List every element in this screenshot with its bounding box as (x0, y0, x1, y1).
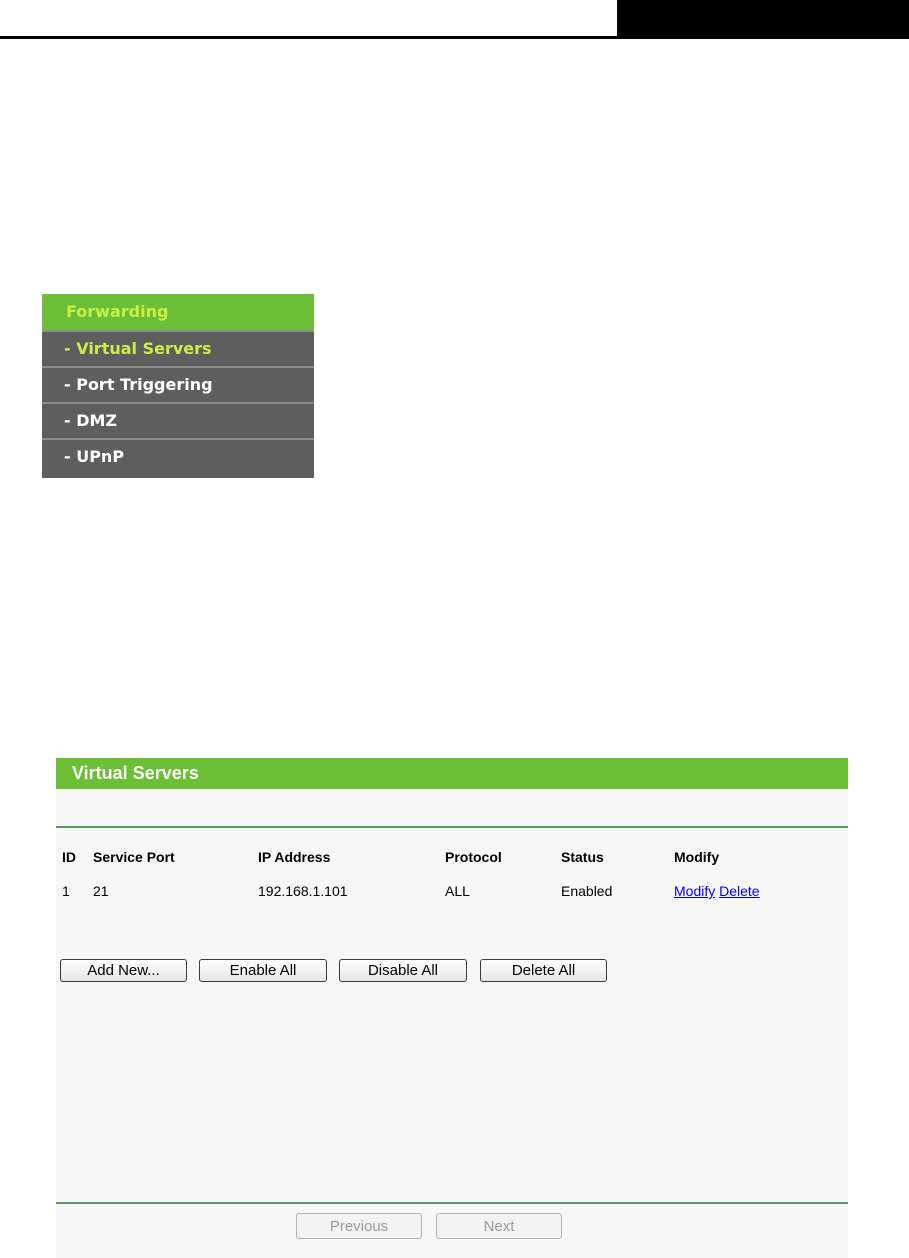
menu-item-port-triggering[interactable]: - Port Triggering (42, 368, 314, 404)
row-service-port: 21 (93, 883, 109, 899)
bottom-divider (56, 1202, 848, 1204)
header-rule (0, 36, 620, 39)
column-header-ip-address: IP Address (258, 849, 331, 865)
column-header-protocol: Protocol (445, 849, 502, 865)
row-ip-address: 192.168.1.101 (258, 883, 348, 899)
menu-item-virtual-servers[interactable]: - Virtual Servers (42, 332, 314, 368)
previous-button[interactable]: Previous (296, 1213, 422, 1239)
delete-all-button[interactable]: Delete All (480, 959, 607, 982)
column-header-modify: Modify (674, 849, 720, 865)
virtual-servers-panel (56, 758, 848, 1258)
next-button[interactable]: Next (436, 1213, 562, 1239)
row-status: Enabled (561, 883, 613, 899)
panel-title: Virtual Servers (56, 758, 848, 789)
column-header-status: Status (561, 849, 604, 865)
header-block (617, 0, 909, 39)
menu-item-dmz[interactable]: - DMZ (42, 404, 314, 440)
column-header-id: ID (62, 849, 76, 865)
top-divider (56, 826, 848, 828)
enable-all-button[interactable]: Enable All (199, 959, 327, 982)
add-new-button[interactable]: Add New... (60, 959, 187, 982)
delete-link[interactable]: Delete (719, 883, 760, 899)
disable-all-button[interactable]: Disable All (339, 959, 467, 982)
forwarding-menu (42, 294, 314, 478)
column-header-service-port: Service Port (93, 849, 175, 865)
row-id: 1 (62, 883, 70, 899)
menu-item-upnp[interactable]: - UPnP (64, 447, 125, 466)
row-protocol: ALL (445, 883, 470, 899)
menu-item-forwarding[interactable]: Forwarding (42, 294, 314, 332)
row-modify-cell (674, 883, 760, 899)
modify-link[interactable]: Modify (674, 883, 716, 899)
